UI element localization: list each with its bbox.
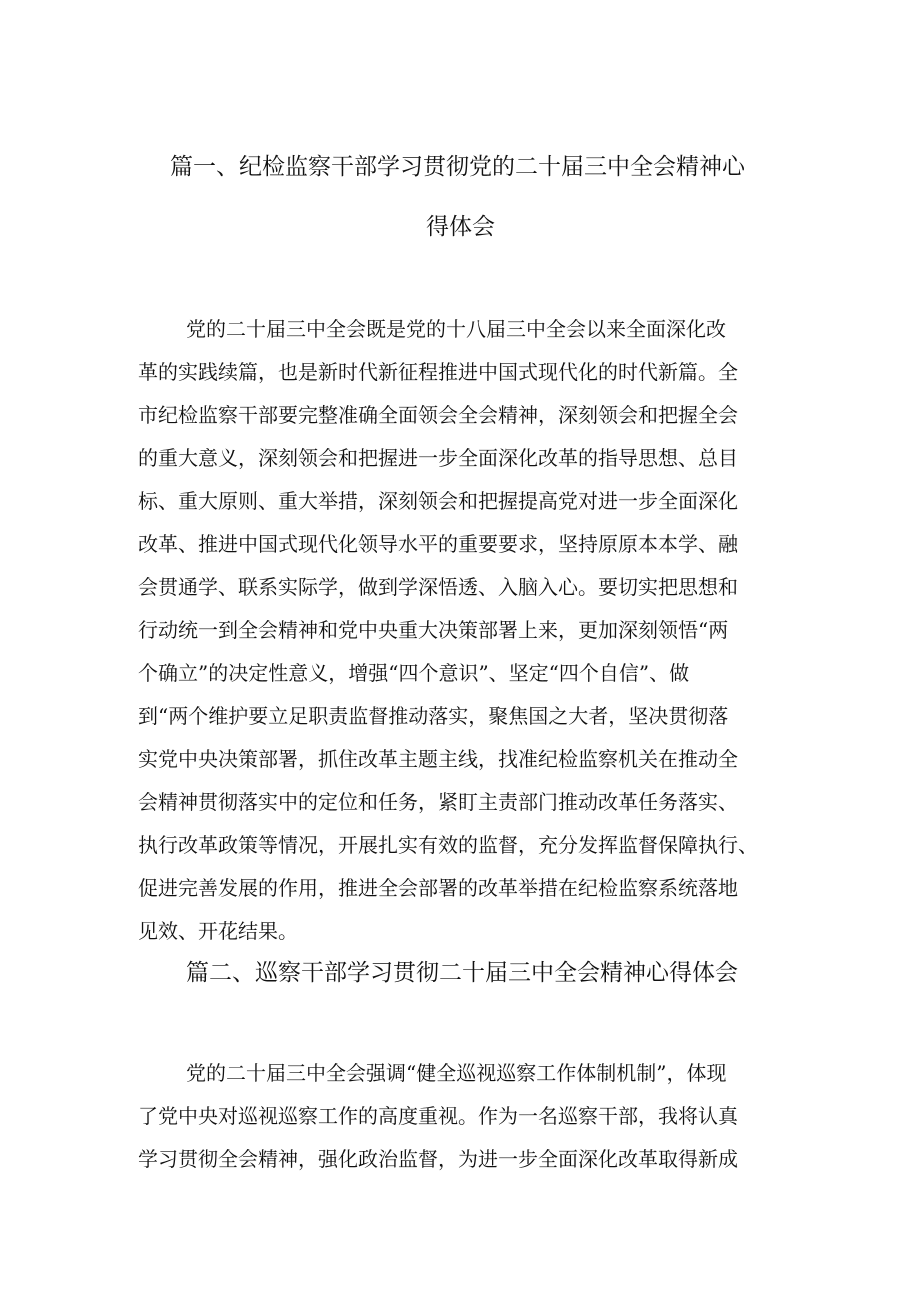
body-line: 实党中央决策部署，抓住改革主题主线，找准纪检监察机关在推动全 [138,747,738,771]
body-line: 会精神贯彻落实中的定位和任务，紧盯主责部门推动改革任务落实、 [138,790,738,814]
body-line: 见效、开花结果。 [138,919,298,943]
body-line: 到“两个维护要立足职责监督推动落实，聚焦国之大者，坚决贯彻落 [138,704,729,728]
body-line: 革的实践续篇，也是新时代新征程推进中国式现代化的时代新篇。全 [138,360,738,384]
body-line: 党的二十届三中全会既是党的十八届三中全会以来全面深化改 [186,317,726,341]
body-line: 执行改革政策等情况，开展扎实有效的监督，充分发挥监督保障执行、 [138,833,758,857]
body-line: 会贯通学、联系实际学，做到学深悟透、入脑入心。要切实把思想和 [138,575,738,599]
body-line: 促进完善发展的作用，推进全会部署的改革举措在纪检监察系统落地 [138,876,738,900]
body-line: 行动统一到全会精神和党中央重大决策部署上来，更加深刻领悟“两 [138,618,729,642]
body-line: 学习贯彻全会精神，强化政治监督，为进一步全面深化改革取得新成 [138,1147,738,1171]
body-line: 标、重大原则、重大举措，深刻领会和把握提高党对进一步全面深化 [138,489,738,513]
body-line: 个确立”的决定性意义，增强“四个意识”、坚定“四个自信”、做 [138,661,690,685]
body-line: 改革、推进中国式现代化领导水平的重要要求，坚持原原本本学、融 [138,532,738,556]
body-line: 的重大意义，深刻领会和把握进一步全面深化改革的指导思想、总目 [138,446,738,470]
body-line: 市纪检监察干部要完整准确全面领会全会精神，深刻领会和把握全会 [138,403,738,427]
section2-title: 篇二、巡察干部学习贯彻二十届三中全会精神心得体会 [186,960,738,986]
section1-title-line2: 得体会 [426,214,495,240]
body-line: 了党中央对巡视巡察工作的高度重视。作为一名巡察干部，我将认真 [138,1104,738,1128]
body-line: 党的二十届三中全会强调“健全巡视巡察工作体制机制”，体现 [186,1061,727,1085]
section1-title-line1: 篇一、纪检监察干部学习贯彻党的二十届三中全会精神心 [170,154,745,180]
